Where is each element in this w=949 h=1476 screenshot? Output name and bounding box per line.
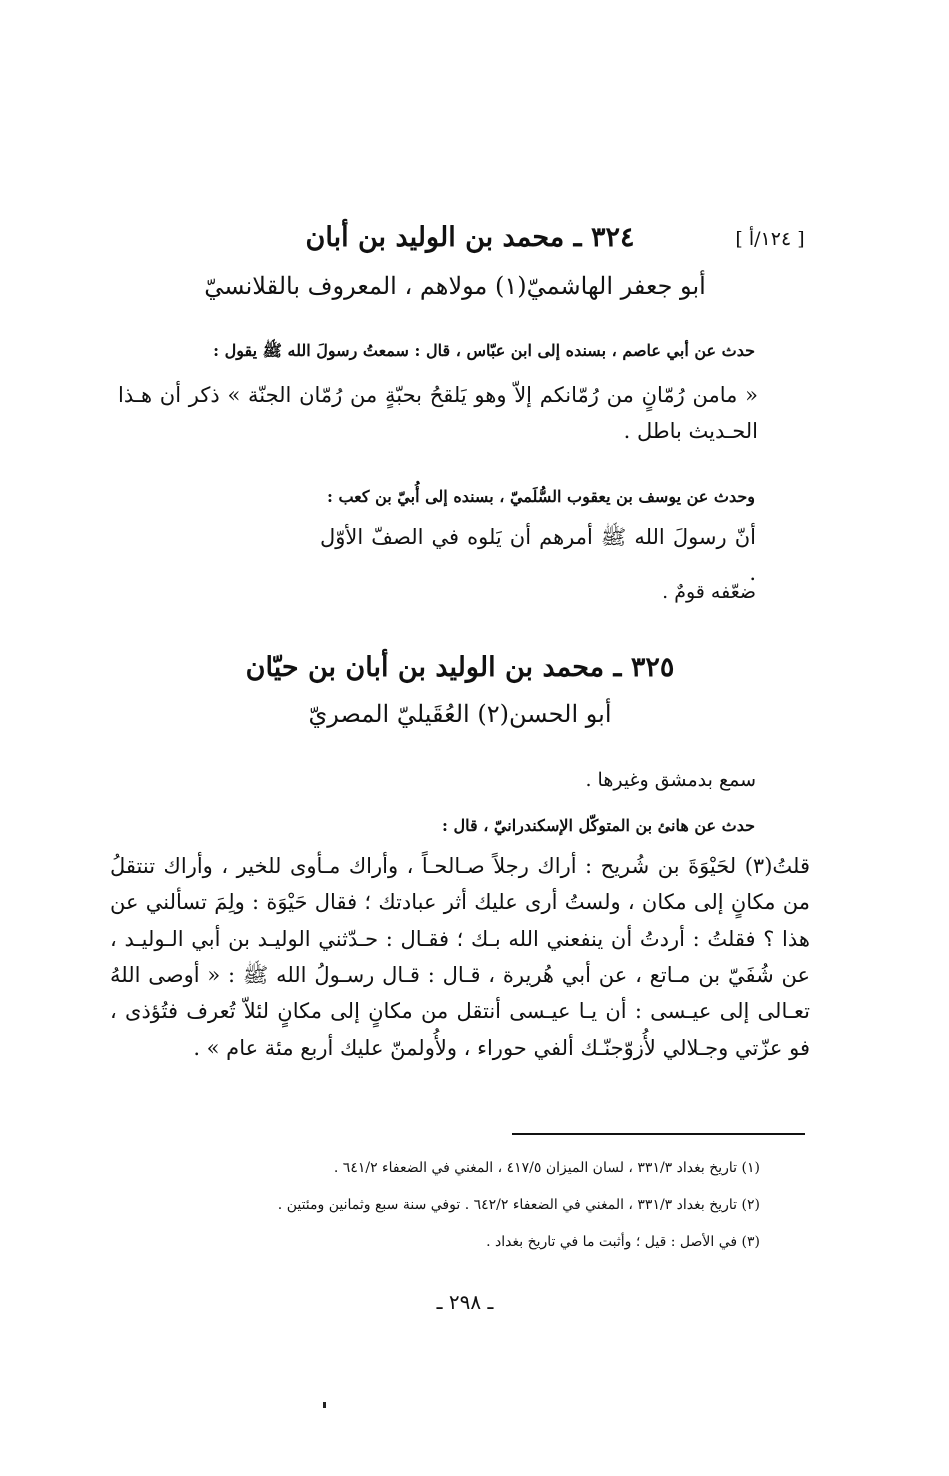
entry-325-paragraph: قلتُ(٣) لحَيْوَةَ بن شُريح : أراك رجلاً صـالحـاً ، وأراك مـأوى للخير ، وأراك تنتقلُ من مكانٍ إلى مكان ، ولستُ أرى عليك أثر عبادتك ؛ فقال حَيْوَة : ولِمَ تسألني عن هذا ؟ فقلتُ : أردتُ أن ينفعني الله بـك ؛ فقـال : حـدّثني الوليـد بن أبي الـوليـد ، عن شُفَيّ بن مـاتع ، عن أبي هُريرة ، قـال : قـال رسـولُ الله ﷺ : « أوصى اللهُ تعـالى إلى عيـسى : أن يـا عيـسى أنتقل من مكانٍ إلى مكانٍ لئلاّ تُعرف فتُؤذى ، فو عزّتي وجـلالي لأُزوّجنّـك ألفي حوراء ، ولأُولمنّ عليك أربع مئة عام » .: [110, 854, 810, 1060]
entry-324-hadith-2: أنّ رسولَ الله ﷺ أمرهم أن يَلوه في الصفّ الأوّل .: [320, 525, 756, 585]
footnote-3: (٣) في الأصل : قيل ؛ وأثبت ما في تاريخ بغداد .: [486, 1234, 760, 1250]
footnote-2: (٢) تاريخ بغداد ٣٣١/٣ ، المغني في الضعفاء ٦٤٢/٢ . توفي سنة سبع وثمانين ومئتين .: [277, 1197, 760, 1213]
entry-324-isnad-1: حدث عن أبي عاصم ، بسنده إلى ابن عبّاس ، قال : سمعتُ رسولَ الله ﷺ يقول :: [213, 341, 755, 360]
entry-324-isnad-2: وحدث عن يوسف بن يعقوب السُّلَميّ ، بسنده إلى أُبيّ بن كعب :: [326, 487, 755, 506]
entry-324-title: ٣٢٤ ـ محمد بن الوليد بن أبان: [305, 222, 635, 253]
entry-325-isnad: حدث عن هانئ بن المتوكّل الإسكندرانيّ ، قال :: [442, 816, 755, 835]
scan-speck: [323, 1402, 326, 1408]
entry-325-title: ٣٢٥ ـ محمد بن الوليد بن أبان بن حيّان: [245, 652, 675, 683]
footnote-separator: [512, 1133, 805, 1135]
entry-324-hadith-1: « مامن رُمّانٍ من رُمّانكم إلاّ وهو يَلقحُ بحبّةٍ من رُمّان الجنّة » ذكر أن هـذا الحـديث باطل .: [118, 383, 758, 443]
entry-325-line-1: سمع بدمشق وغيرها .: [585, 769, 756, 791]
folio-reference: [ ١٢٤/أ ]: [735, 228, 805, 250]
entry-324-subtitle: أبو جعفر الهاشميّ(١) مولاهم ، المعروف بالقلانسيّ: [204, 272, 706, 300]
footnote-1: (١) تاريخ بغداد ٣٣١/٣ ، لسان الميزان ٤١٧/٥ ، المغني في الضعفاء ٦٤١/٢ .: [333, 1160, 760, 1176]
page-number: ـ ٢٩٨ ـ: [436, 1290, 494, 1314]
entry-324-note: ضعّفه قومٌ .: [662, 581, 756, 603]
entry-325-subtitle: أبو الحسن(٢) العُقَيليّ المصريّ: [308, 700, 612, 728]
